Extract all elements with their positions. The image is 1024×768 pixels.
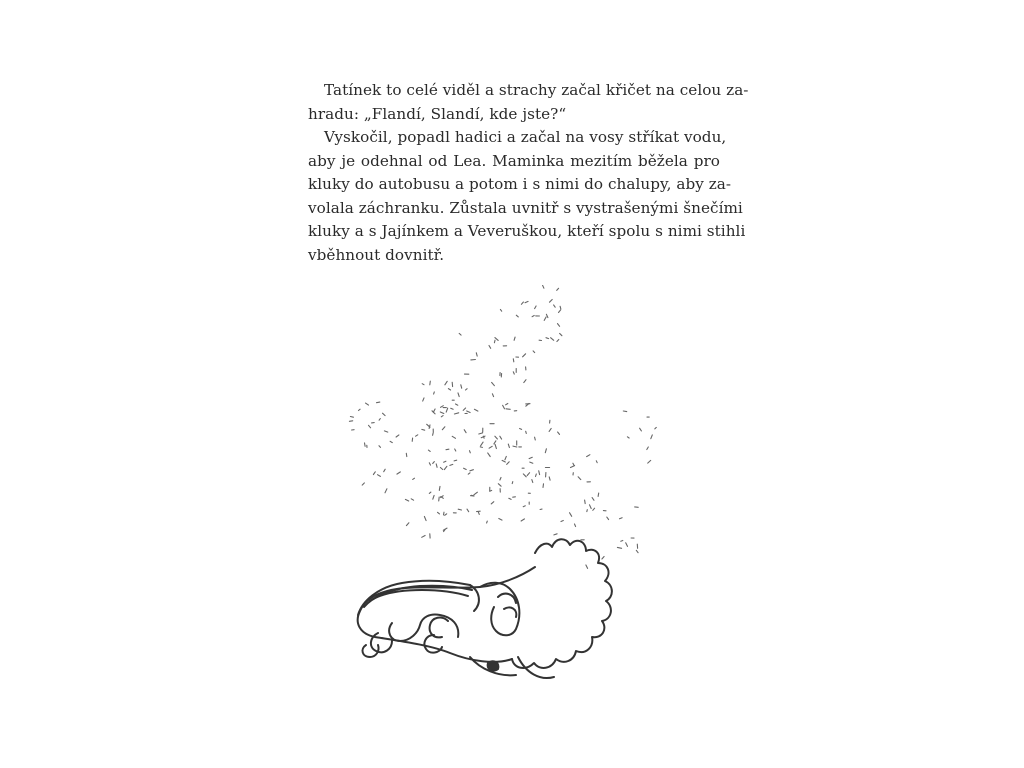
wasp-mark bbox=[557, 340, 559, 342]
wasp-mark bbox=[445, 514, 447, 516]
wasp-mark bbox=[535, 306, 537, 309]
wasp-mark bbox=[490, 490, 492, 491]
wasp-mark bbox=[379, 419, 380, 421]
wasp-mark bbox=[446, 408, 448, 412]
wasp-mark bbox=[585, 500, 586, 504]
wasp-mark bbox=[383, 413, 386, 415]
wasp-mark bbox=[464, 468, 467, 469]
wasp-mark bbox=[468, 473, 470, 474]
wasp-mark bbox=[405, 499, 408, 501]
wasp-mark bbox=[532, 480, 533, 483]
wasp-mark bbox=[445, 381, 447, 385]
wasp-mark bbox=[554, 305, 556, 307]
wasp-mark bbox=[350, 417, 353, 418]
wasp-mark bbox=[458, 509, 461, 510]
wasp-mark bbox=[521, 519, 524, 521]
wasp-mark bbox=[557, 288, 559, 290]
wasp-mark bbox=[535, 437, 536, 440]
wasp-mark bbox=[627, 437, 629, 438]
wasp-mark bbox=[470, 470, 474, 471]
wasp-mark bbox=[521, 302, 523, 304]
wasp-mark bbox=[494, 340, 495, 343]
wasp-mark bbox=[651, 435, 653, 439]
wasp-mark bbox=[494, 441, 496, 444]
wasp-mark bbox=[523, 506, 525, 507]
wasp-mark bbox=[648, 460, 651, 463]
wasp-mark bbox=[481, 442, 484, 446]
wasp-mark bbox=[636, 550, 638, 552]
wasp-mark bbox=[513, 359, 514, 362]
wasp-mark bbox=[413, 478, 415, 479]
wasp-mark bbox=[543, 484, 544, 488]
wasp-mark bbox=[480, 447, 482, 448]
wasp-mark bbox=[441, 416, 443, 417]
wasp-mark bbox=[626, 543, 628, 547]
wasp-mark bbox=[593, 508, 595, 510]
wasp-mark bbox=[558, 324, 560, 327]
curled-hedgehog-figure bbox=[358, 539, 612, 678]
wasp-mark bbox=[471, 495, 474, 496]
wasp-mark bbox=[539, 471, 540, 475]
wasp-mark bbox=[500, 436, 502, 439]
text-line-5: kluky do autobusu a potom i s nimi do chalupy, aby za- bbox=[308, 175, 732, 193]
wasp-mark bbox=[378, 475, 381, 477]
wasp-mark bbox=[513, 372, 514, 374]
wasp-mark bbox=[620, 518, 623, 519]
wasp-mark bbox=[498, 484, 501, 487]
text-line-3: Vyskočil, popadl hadici a začal na vosy stříkat vodu, bbox=[324, 128, 727, 146]
wasp-mark bbox=[397, 472, 401, 474]
wasp-mark bbox=[586, 565, 588, 568]
wasp-mark bbox=[365, 443, 366, 446]
wasp-mark bbox=[438, 512, 440, 514]
hedgehog-wasps-drawing bbox=[330, 285, 680, 725]
wasp-mark bbox=[495, 436, 498, 439]
wasp-mark bbox=[536, 474, 537, 477]
wasp-mark bbox=[596, 461, 597, 463]
wasp-mark bbox=[640, 428, 642, 431]
wasp-mark bbox=[476, 353, 477, 356]
wasp-mark bbox=[377, 402, 380, 403]
hedgehog-illustration bbox=[330, 285, 680, 725]
wasp-mark bbox=[587, 455, 590, 457]
wasp-mark bbox=[458, 393, 459, 397]
wasp-mark bbox=[500, 309, 501, 311]
wasp-mark bbox=[433, 495, 434, 499]
wasp-mark bbox=[436, 464, 437, 467]
wasp-mark bbox=[461, 385, 462, 388]
wasp-mark bbox=[506, 404, 508, 405]
wasp-mark bbox=[450, 464, 453, 465]
wasp-mark bbox=[578, 477, 581, 480]
wasp-mark bbox=[489, 346, 491, 349]
wasp-mark bbox=[512, 482, 513, 484]
wasp-mark bbox=[554, 534, 557, 535]
wasp-mark bbox=[502, 460, 505, 462]
wasp-mark bbox=[422, 429, 425, 430]
wasp-mark bbox=[543, 285, 544, 288]
wasp-mark bbox=[570, 513, 572, 517]
wasp-mark bbox=[385, 489, 387, 493]
wasp-mark bbox=[525, 301, 528, 302]
wasp-mark bbox=[507, 462, 510, 465]
wasp-mark bbox=[551, 338, 554, 341]
wasp-mark bbox=[474, 492, 478, 495]
wasp-mark bbox=[530, 462, 533, 463]
wasp-mark bbox=[503, 405, 505, 409]
wasp-mark bbox=[529, 457, 532, 458]
wasp-mark bbox=[456, 404, 458, 405]
wasp-mark bbox=[655, 427, 657, 429]
wasp-mark bbox=[560, 306, 561, 309]
wasp-mark bbox=[441, 406, 444, 408]
wasp-mark bbox=[459, 333, 461, 335]
wasp-mark bbox=[454, 413, 458, 414]
wasp-mark bbox=[509, 498, 511, 499]
wasp-mark bbox=[617, 547, 621, 548]
wasp-mark bbox=[423, 398, 424, 401]
wasp-mark bbox=[598, 493, 599, 496]
wasp-mark bbox=[467, 411, 470, 413]
wasp-mark bbox=[455, 449, 456, 451]
wasp-mark bbox=[474, 409, 478, 411]
wasp-mark bbox=[463, 408, 465, 410]
text-line-8: vběhnout dovnitř. bbox=[308, 245, 445, 264]
wasp-mark bbox=[495, 444, 496, 448]
wasp-mark bbox=[573, 463, 574, 465]
text-line-4: aby je odehnal od Lea. Maminka mezitím běžela pro bbox=[308, 151, 720, 170]
wasp-mark bbox=[396, 435, 399, 437]
wasp-mark bbox=[470, 451, 471, 453]
wasp-mark bbox=[526, 431, 527, 433]
wasp-mark bbox=[416, 435, 418, 436]
wasp-mark bbox=[439, 497, 440, 501]
wasp-mark bbox=[369, 425, 371, 428]
wasp-mark bbox=[430, 381, 431, 385]
wasp-mark bbox=[558, 432, 560, 434]
wasp-mark bbox=[479, 433, 483, 434]
wasp-mark bbox=[524, 380, 526, 383]
wasp-mark bbox=[384, 469, 386, 472]
wasp-mark bbox=[508, 444, 509, 447]
wasp-mark bbox=[440, 412, 444, 414]
wasp-mark bbox=[527, 473, 529, 476]
wasp-mark bbox=[516, 315, 518, 317]
wasp-mark bbox=[429, 492, 431, 493]
wasp-mark bbox=[448, 389, 450, 390]
wasp-mark bbox=[406, 523, 409, 526]
wasp-mark bbox=[506, 409, 510, 410]
wasp-mark bbox=[362, 483, 364, 485]
wasp-mark bbox=[647, 447, 649, 450]
wasp-mark bbox=[442, 427, 445, 430]
wasp-mark bbox=[428, 450, 430, 451]
wasp-mark bbox=[446, 449, 449, 450]
wasp-mark bbox=[444, 512, 445, 515]
wasp-mark bbox=[411, 499, 413, 500]
wasp-mark bbox=[587, 510, 588, 512]
wasp-mark bbox=[444, 466, 447, 469]
wasp-mark bbox=[422, 536, 425, 538]
wasp-mark bbox=[500, 478, 501, 481]
wasp-mark bbox=[607, 517, 609, 519]
wasp-mark bbox=[441, 497, 444, 499]
wasp-mark bbox=[571, 466, 575, 468]
wasp-mark bbox=[492, 382, 495, 385]
wasp-mark bbox=[514, 337, 515, 340]
wasp-mark bbox=[429, 463, 430, 465]
wasp-mark bbox=[544, 317, 546, 320]
wasp-mark bbox=[422, 384, 424, 385]
wasp-mark bbox=[349, 421, 352, 422]
wasp-mark bbox=[478, 512, 479, 514]
wasp-mark bbox=[440, 468, 442, 470]
wasp-mark bbox=[424, 517, 426, 521]
wasp-mark bbox=[561, 521, 563, 522]
wasp-mark bbox=[602, 557, 604, 560]
wasp-mark bbox=[488, 453, 491, 457]
text-line-6: volala záchranku. Zůstala uvnitř s vystrašenými šnečími bbox=[308, 198, 743, 217]
wasp-mark bbox=[560, 333, 562, 335]
wasp-mark bbox=[454, 460, 457, 461]
wasp-mark bbox=[590, 505, 592, 509]
story-paragraphs bbox=[308, 79, 749, 267]
wasp-mark bbox=[466, 389, 468, 390]
wasp-mark bbox=[492, 394, 493, 397]
wasp-mark bbox=[532, 316, 534, 317]
text-line-2: hradu: „Flandí, Slandí, kde jste?“ bbox=[308, 104, 567, 123]
wasp-mark bbox=[451, 408, 453, 409]
wasp-mark bbox=[621, 541, 623, 542]
wasp-mark bbox=[433, 462, 435, 464]
wasp-mark bbox=[444, 461, 446, 462]
wasp-mark bbox=[523, 474, 526, 477]
wasp-mark bbox=[366, 403, 369, 405]
wasp-mark bbox=[549, 428, 551, 431]
wasp-mark bbox=[373, 472, 375, 475]
wasp-mark bbox=[533, 351, 535, 353]
wasp-mark bbox=[520, 429, 522, 430]
wasp-mark bbox=[359, 409, 361, 410]
wasp-mark bbox=[434, 392, 435, 394]
wasp-mark bbox=[452, 436, 455, 438]
wasp-mark bbox=[499, 519, 502, 521]
wasp-mark bbox=[513, 446, 517, 447]
wasp-mark bbox=[559, 310, 561, 313]
text-line-1: Tatínek to celé viděl a strachy začal křičet na celou za- bbox=[324, 81, 749, 99]
wasp-mark bbox=[433, 433, 434, 436]
wasp-mark bbox=[483, 436, 484, 438]
wasp-mark bbox=[464, 430, 466, 433]
wasp-mark bbox=[623, 411, 626, 412]
wasp-mark bbox=[439, 486, 440, 490]
wasp-swarm bbox=[349, 285, 656, 568]
wasp-mark bbox=[379, 446, 381, 448]
wasp-mark bbox=[491, 502, 494, 504]
wasp-mark bbox=[505, 456, 506, 459]
text-line-7: kluky a s Jajínkem a Veveruškou, kteří spolu s nimi stihli bbox=[308, 222, 746, 240]
wasp-mark bbox=[489, 446, 492, 448]
wasp-mark bbox=[390, 441, 392, 442]
wasp-mark bbox=[549, 477, 550, 480]
wasp-mark bbox=[487, 521, 488, 523]
wasp-mark bbox=[406, 453, 407, 456]
wasp-mark bbox=[550, 300, 553, 303]
wasp-mark bbox=[523, 354, 526, 357]
wasp-mark bbox=[467, 509, 469, 512]
wasp-mark bbox=[384, 431, 387, 432]
wasp-mark bbox=[592, 498, 594, 501]
wasp-mark bbox=[546, 338, 549, 339]
wasp-mark bbox=[575, 524, 576, 527]
wasp-mark bbox=[545, 449, 546, 453]
